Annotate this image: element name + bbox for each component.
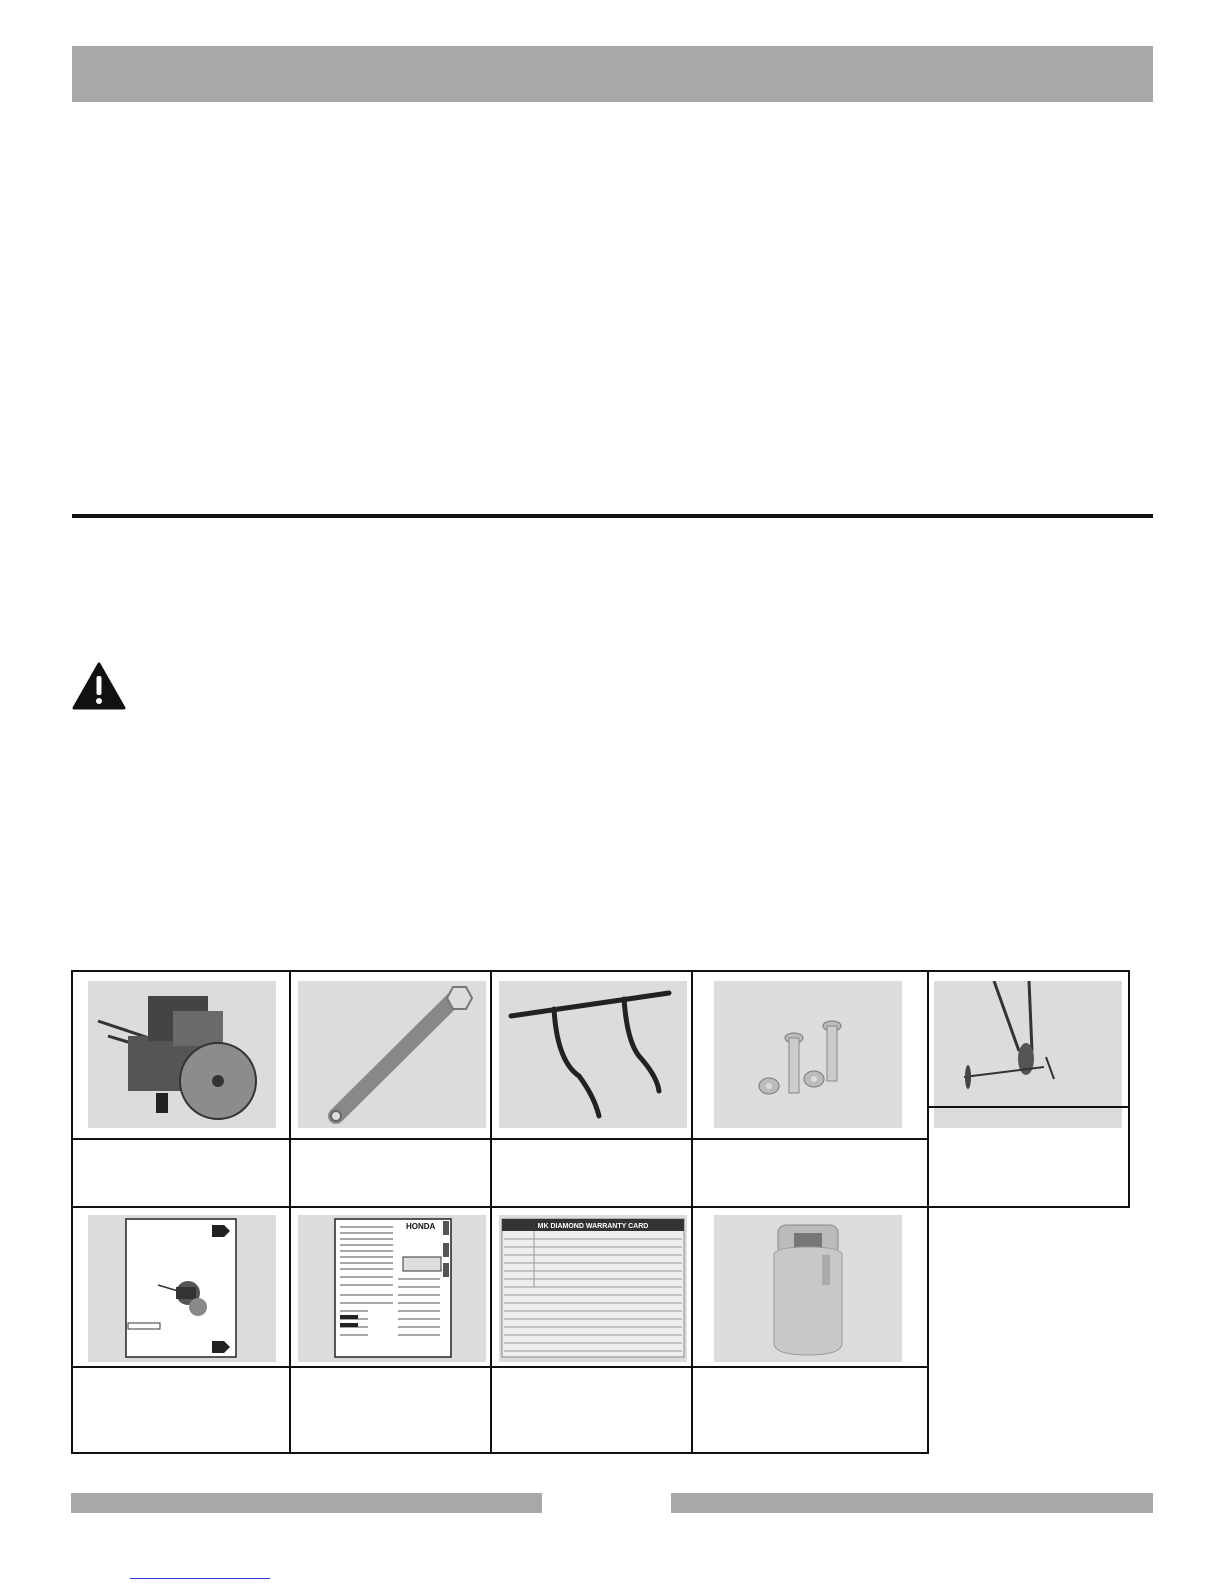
- caption-cell: [289, 1366, 492, 1454]
- item-cell-wrench: [289, 970, 492, 1140]
- item-cell-warranty-card: [490, 1206, 693, 1368]
- footer-bar-left: [71, 1493, 542, 1513]
- engine-brand-text: HONDA: [406, 1222, 436, 1231]
- warranty-card-image: [499, 1215, 687, 1362]
- bolts-and-washers-image: [714, 981, 902, 1128]
- blade-wrench-image: [298, 981, 486, 1128]
- item-cell-propane-tank: [691, 1206, 929, 1368]
- section-divider: [72, 514, 1153, 518]
- propane-tank-image: [714, 1215, 902, 1362]
- caption-cell: [927, 1106, 1130, 1208]
- warning-triangle-icon: [72, 662, 126, 710]
- item-cell-bolts: [691, 970, 929, 1140]
- engine-manual-image: [298, 1215, 486, 1362]
- caption-cell: [71, 1138, 291, 1208]
- item-cell-saw: [71, 970, 291, 1140]
- footer-bar-right: [671, 1493, 1153, 1513]
- caption-cell: [490, 1138, 693, 1208]
- caption-cell: [289, 1138, 492, 1208]
- caption-cell: [71, 1366, 291, 1454]
- item-cell-engine-manual: [289, 1206, 492, 1368]
- caption-cell: [691, 1366, 929, 1454]
- owners-manual-image: [88, 1215, 276, 1362]
- caption-cell: [691, 1138, 929, 1208]
- footer-link[interactable]: [130, 1578, 270, 1579]
- caption-cell: [490, 1366, 693, 1454]
- handle-bars-image: [499, 981, 687, 1128]
- item-cell-pointer: [927, 970, 1130, 1108]
- concrete-saw-image: [88, 981, 276, 1128]
- item-cell-handles: [490, 970, 693, 1140]
- header-bar: [72, 46, 1153, 102]
- warranty-title-text: MK DIAMOND WARRANTY CARD: [537, 1223, 649, 1230]
- item-cell-owners-manual: [71, 1206, 291, 1368]
